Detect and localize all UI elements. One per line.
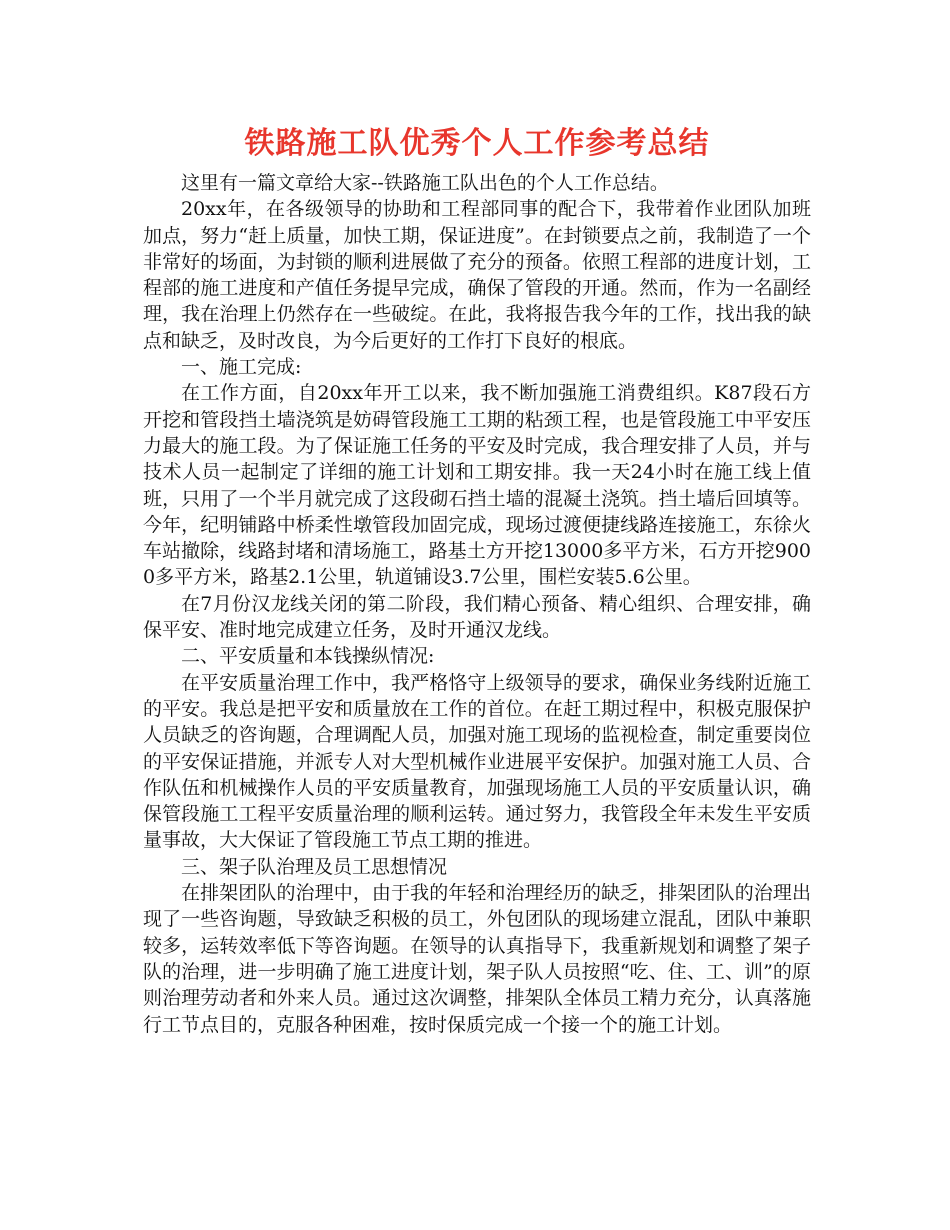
intro-paragraph: 这里有一篇文章给大家--铁路施工队出色的个人工作总结。 xyxy=(181,172,669,194)
overview-paragraph: 20xx年，在各级领导的协助和工程部同事的配合下，我带着作业团队加班加点，努力“赶上质量，加快工期，保证进度”。在封锁要点之前，我制造了一个非常好的场面，为封锁的顺利进展做了充分的预备。依照工程部的进度计划，工程部的施工进度和产值任务提早完成，确保了管段的开通。然而，作为一名副经理，我在治理上仍然存在一些破绽。在此，我将报告我今年的工作，找出我的缺点和缺乏，及时改良，为今后更好的工作打下良好的根底。 xyxy=(143,198,811,352)
document-page xyxy=(143,122,811,1038)
hanlong-line-paragraph: 在7月份汉龙线关闭的第二阶段，我们精心预备、精心组织、合理安排，确保平安、准时地完成建立任务，及时开通汉龙线。 xyxy=(143,592,811,642)
section-heading-construction: 一、施工完成: xyxy=(181,356,302,379)
document-title: 铁路施工队优秀个人工作参考总结 xyxy=(244,126,710,161)
section-heading-team: 三、架子队治理及员工思想情况 xyxy=(181,855,448,878)
section-heading-safety: 二、平安质量和本钱操纵情况: xyxy=(181,645,435,668)
team-paragraph: 在排架团队的治理中，由于我的年轻和治理经历的缺乏，排架团队的治理出现了一些咨询题，导致缺乏积极的员工，外包团队的现场建立混乱，团队中兼职较多，运转效率低下等咨询题。在领导的认真指导下，我重新规划和调整了架子队的治理，进一步明确了施工进度计划，架子队人员按照“吃、住、工、训”的原则治理劳动者和外来人员。通过这次调整，排架队全体员工精力充分，认真落施行工节点目的，克服各种困难，按时保质完成一个接一个的施工计划。 xyxy=(143,882,811,1036)
safety-paragraph: 在平安质量治理工作中，我严格恪守上级领导的要求，确保业务线附近施工的平安。我总是把平安和质量放在工作的首位。在赶工期过程中，积极克服保护人员缺乏的咨询题，合理调配人员，加强对施工现场的监视检查，制定重要岗位的平安保证措施，并派专人对大型机械作业进展平安保护。加强对施工人员、合作队伍和机械操作人员的平安质量教育，加强现场施工人员的平安质量认识，确保管段施工工程平安质量治理的顺利运转。通过努力，我管段全年未发生平安质量事故，大大保证了管段施工节点工期的推进。 xyxy=(143,671,811,852)
construction-paragraph: 在工作方面，自20xx年开工以来，我不断加强施工消费组织。K87段石方开挖和管段挡土墙浇筑是妨碍管段施工工期的粘颈工程，也是管段施工中平安压力最大的施工段。为了保证施工任务的平安及时完成，我合理安排了人员，并与技术人员一起制定了详细的施工计划和工期安排。我一天24小时在施工线上值班，只用了一个半月就完成了这段砌石挡土墙的混凝土浇筑。挡土墙后回填等。今年，纪明铺路中桥柔性墩管段加固完成，现场过渡便捷线路连接施工，东徐火车站撤除，线路封堵和清场施工，路基土方开挖13000多平方米，石方开挖9000多平方米，路基2.1公里，轨道铺设3.7公里，围栏安装5.6公里。 xyxy=(143,382,811,589)
